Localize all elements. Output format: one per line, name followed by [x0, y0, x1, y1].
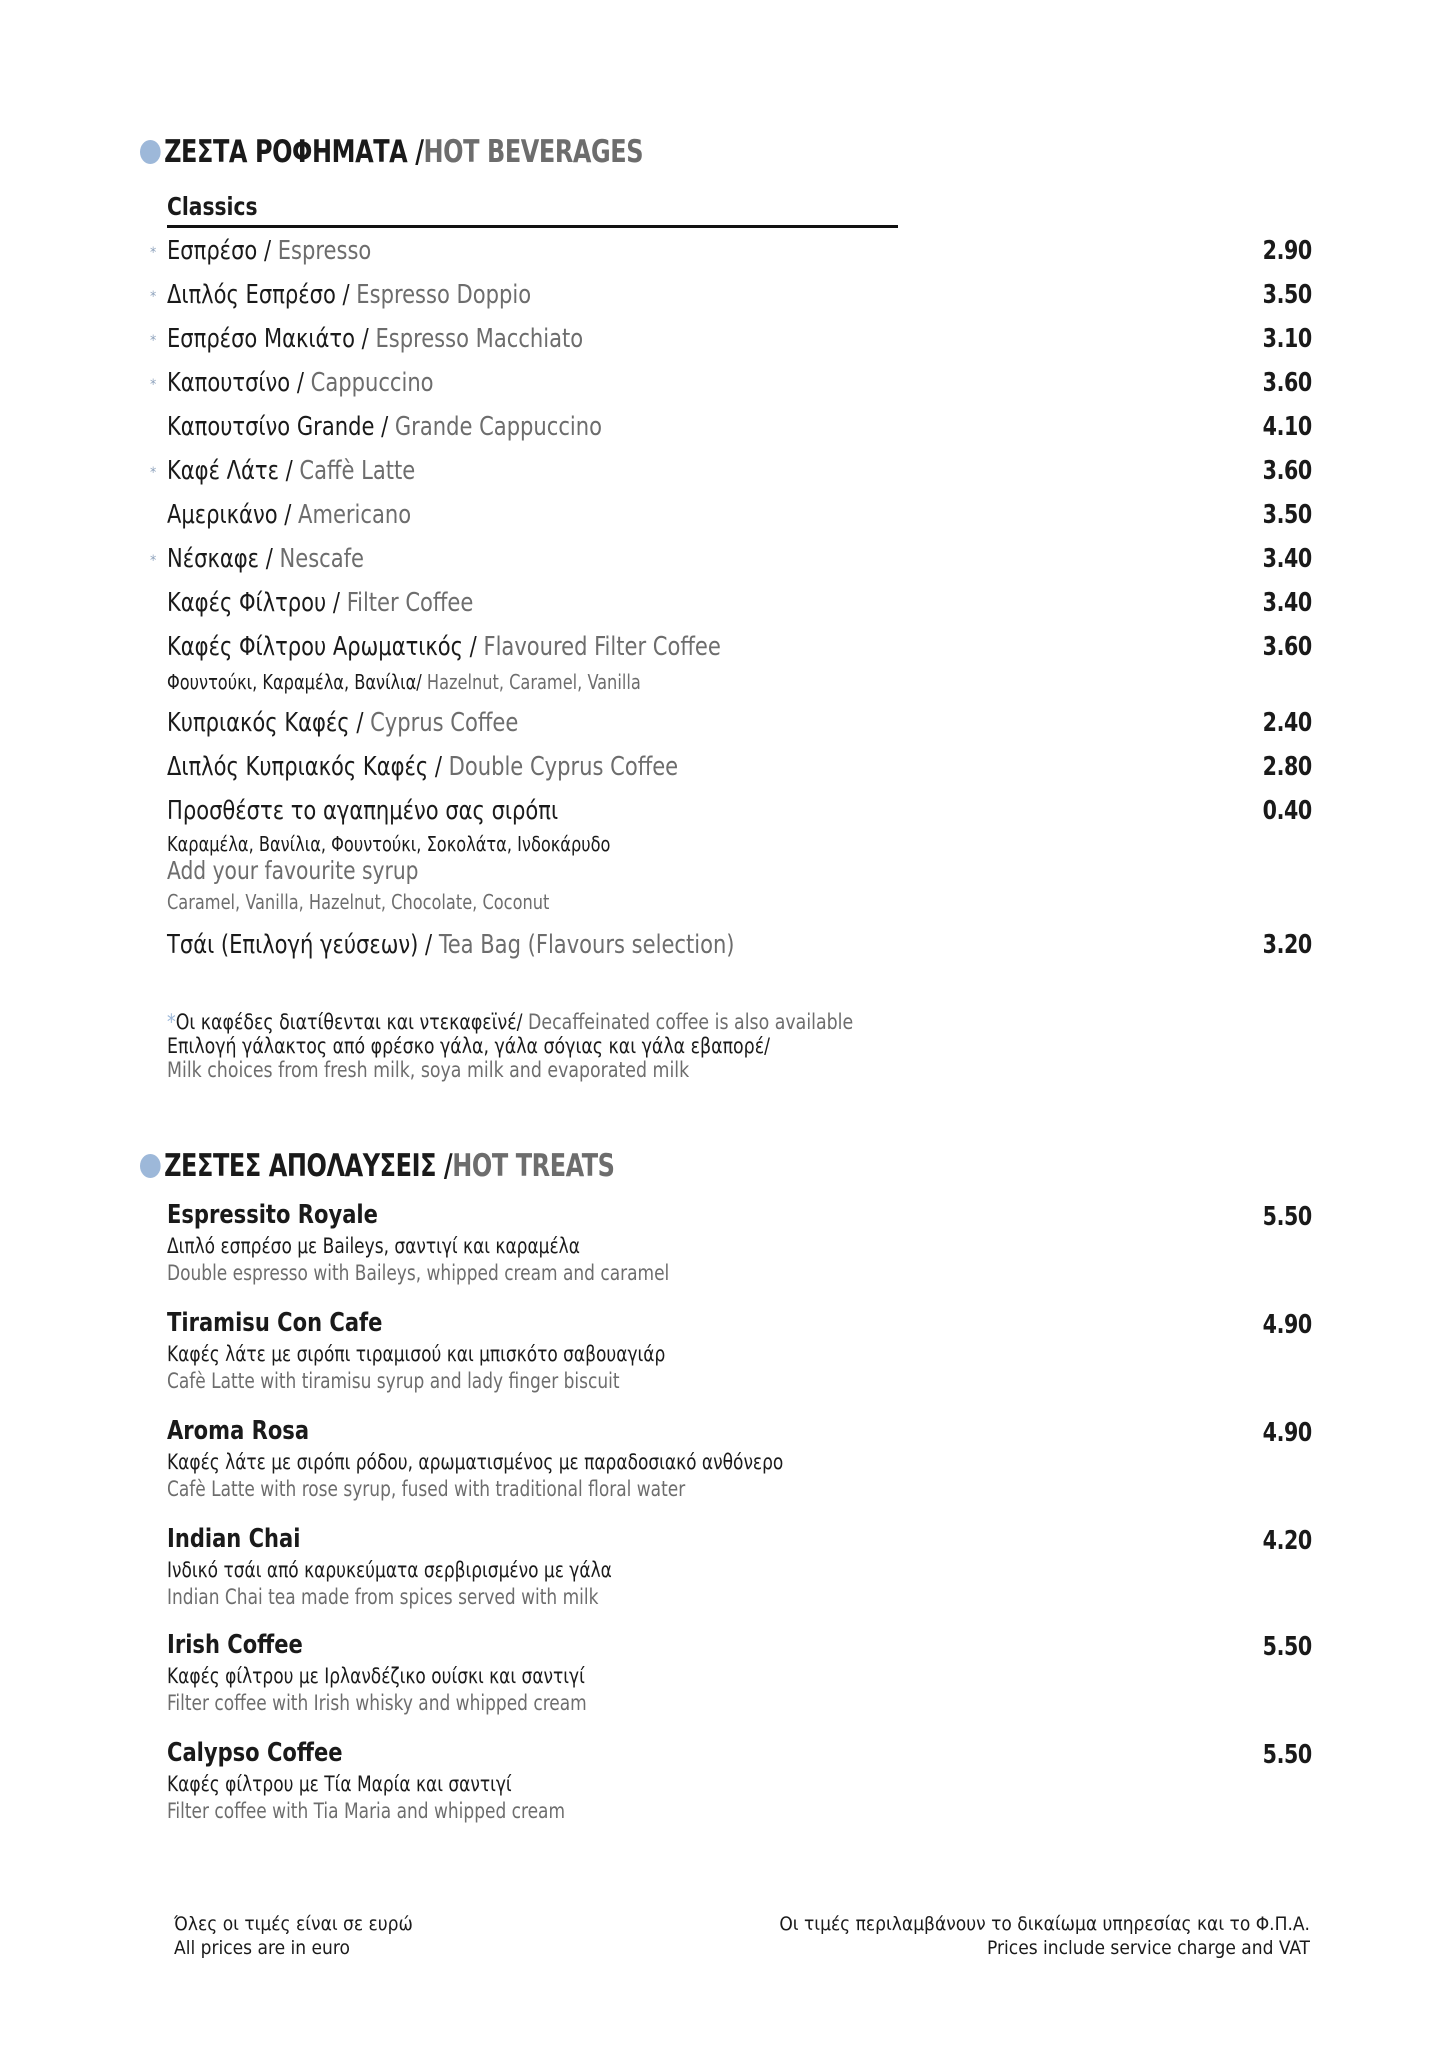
item-price: 3.60 — [1262, 456, 1312, 486]
syrup-options-greek: Καραμέλα, Βανίλια, Φουντούκι, Σοκολάτα, Ινδοκάρυδο — [167, 832, 611, 856]
item-name-english: Grande Cappuccino — [394, 412, 602, 442]
asterisk-icon: * — [150, 333, 157, 349]
item-name-greek: Διπλός Κυπριακός Καφές / — [167, 752, 449, 782]
item-price: 4.90 — [1262, 1310, 1312, 1340]
treat-description-english: Cafè Latte with tiramisu syrup and lady finger biscuit — [167, 1369, 620, 1393]
footer-service-note — [779, 1912, 1310, 1960]
footer-currency-note — [174, 1912, 413, 1960]
item-name-greek: Καφές Φίλτρου Αρωματικός / — [167, 632, 484, 662]
treat-item-irish-coffee — [167, 1630, 1312, 1730]
item-name-english: Espresso — [277, 236, 372, 266]
menu-item-espresso-doppio — [150, 280, 1312, 320]
item-name-greek: Προσθέστε το αγαπημένο σας σιρόπι — [167, 796, 559, 826]
item-price: 5.50 — [1262, 1740, 1312, 1770]
treat-name: Irish Coffee — [167, 1630, 303, 1660]
menu-item-flavoured-filter-coffee — [150, 632, 1312, 702]
asterisk-icon: * — [150, 377, 157, 393]
menu-item-double-cyprus-coffee — [150, 752, 1312, 792]
section-title-english: HOT TREATS — [452, 1148, 615, 1184]
milk-note-greek: Επιλογή γάλακτος από φρέσκο γάλα, γάλα σόγιας και γάλα εβαπορέ/ — [167, 1034, 770, 1058]
item-price: 0.40 — [1262, 796, 1312, 826]
milk-note-english: Milk choices from fresh milk, soya milk and evaporated milk — [167, 1058, 690, 1082]
item-price: 3.40 — [1262, 588, 1312, 618]
subheading-divider — [167, 225, 898, 228]
asterisk-icon: * — [150, 553, 157, 569]
menu-item-add-syrup — [150, 796, 1312, 926]
item-price: 5.50 — [1262, 1632, 1312, 1662]
item-price: 4.20 — [1262, 1526, 1312, 1556]
menu-item-caffe-latte — [150, 456, 1312, 496]
menu-item-cappuccino — [150, 368, 1312, 408]
decaf-note — [167, 1010, 853, 1034]
decaf-note-english: Decaffeinated coffee is also available — [528, 1010, 854, 1034]
item-name-english: Nescafe — [279, 544, 365, 574]
treat-description-greek: Διπλό εσπρέσο με Baileys, σαντιγί και καραμέλα — [167, 1234, 580, 1258]
menu-item-americano — [150, 500, 1312, 540]
item-name-greek: Εσπρέσο Μακιάτο / — [167, 324, 376, 354]
treat-name: Indian Chai — [167, 1524, 301, 1554]
treat-description-english: Filter coffee with Irish whisky and whipped cream — [167, 1691, 587, 1715]
item-price: 4.10 — [1262, 412, 1312, 442]
item-price: 2.40 — [1262, 708, 1312, 738]
item-name-english: Filter Coffee — [346, 588, 474, 618]
section-title-hot-beverages — [140, 134, 643, 170]
decaf-note-greek: Οι καφέδες διατίθενται και ντεκαφεϊνέ/ — [175, 1010, 529, 1034]
syrup-title-english: Add your favourite syrup — [167, 856, 419, 885]
item-price: 4.90 — [1262, 1418, 1312, 1448]
menu-item-cyprus-coffee — [150, 708, 1312, 748]
menu-item-grande-cappuccino — [150, 412, 1312, 452]
flavour-options-english: Hazelnut, Caramel, Vanilla — [426, 670, 641, 694]
menu-item-espresso-macchiato — [150, 324, 1312, 364]
item-name-greek: Διπλός Εσπρέσο / — [167, 280, 357, 310]
item-name-greek: Καπουτσίνο / — [167, 368, 311, 398]
item-name-english: Tea Bag (Flavours selection) — [438, 930, 735, 960]
item-price: 2.80 — [1262, 752, 1312, 782]
treat-name: Calypso Coffee — [167, 1738, 343, 1768]
item-name-greek: Καφές Φίλτρου / — [167, 588, 347, 618]
item-name-english: Cyprus Coffee — [370, 708, 519, 738]
item-price: 5.50 — [1262, 1202, 1312, 1232]
treat-name: Espressito Royale — [167, 1200, 378, 1230]
treat-item-indian-chai — [167, 1524, 1312, 1624]
treat-description-greek: Καφές λάτε με σιρόπι τιραμισού και μπισκότο σαβουαγιάρ — [167, 1342, 666, 1366]
treat-item-calypso-coffee — [167, 1738, 1312, 1838]
item-name-english: Espresso Macchiato — [375, 324, 584, 354]
syrup-options-english: Caramel, Vanilla, Hazelnut, Chocolate, Coconut — [167, 890, 550, 914]
item-price: 3.60 — [1262, 368, 1312, 398]
item-name-greek: Καφέ Λάτε / — [167, 456, 300, 486]
section-title-english: HOT BEVERAGES — [423, 134, 644, 170]
treat-description-greek: Καφές φίλτρου με Ιρλανδέζικο ουίσκι και σαντιγί — [167, 1664, 585, 1688]
footer-service-english: Prices include service charge and VAT — [987, 1937, 1310, 1959]
treat-description-greek: Καφές φίλτρου με Τία Μαρία και σαντιγί — [167, 1772, 512, 1796]
item-price: 3.50 — [1262, 500, 1312, 530]
treat-description-english: Filter coffee with Tia Maria and whipped cream — [167, 1799, 566, 1823]
item-price: 3.10 — [1262, 324, 1312, 354]
item-name-greek: Τσάι (Επιλογή γεύσεων) / — [167, 930, 439, 960]
asterisk-icon: * — [150, 245, 157, 261]
item-price: 3.50 — [1262, 280, 1312, 310]
asterisk-icon: * — [150, 289, 157, 305]
item-name-english: Americano — [298, 500, 412, 530]
subheading-classics: Classics — [167, 192, 258, 221]
footer-service-greek: Οι τιμές περιλαμβάνουν το δικαίωμα υπηρεσίας και το Φ.Π.Α. — [779, 1913, 1310, 1935]
footer-currency-english: All prices are in euro — [174, 1937, 350, 1959]
menu-item-espresso — [150, 236, 1312, 276]
item-name-english: Cappuccino — [310, 368, 434, 398]
item-name-greek: Κυπριακός Καφές / — [167, 708, 371, 738]
item-name-english: Caffè Latte — [299, 456, 416, 486]
asterisk-icon: * — [150, 465, 157, 481]
item-price: 3.60 — [1262, 632, 1312, 662]
flavour-options-greek: Φουντούκι, Καραμέλα, Βανίλια/ — [167, 670, 427, 694]
treat-item-tiramisu-con-cafe — [167, 1308, 1312, 1408]
circle-bullet-icon — [140, 1154, 161, 1178]
section-title-greek: ΖΕΣΤΕΣ ΑΠΟΛΑΥΣΕΙΣ / — [164, 1148, 453, 1184]
circle-bullet-icon — [140, 140, 161, 164]
treat-description-english: Double espresso with Baileys, whipped cream and caramel — [167, 1261, 670, 1285]
item-name-greek: Καπουτσίνο Grande / — [167, 412, 395, 442]
section-title-hot-treats — [140, 1148, 615, 1184]
asterisk-icon: * — [167, 1010, 176, 1034]
treat-description-greek: Καφές λάτε με σιρόπι ρόδου, αρωματισμένος με παραδοσιακό ανθόνερο — [167, 1450, 784, 1474]
treat-description-greek: Ινδικό τσάι από καρυκεύματα σερβιρισμένο με γάλα — [167, 1558, 612, 1582]
treat-description-english: Indian Chai tea made from spices served with milk — [167, 1585, 599, 1609]
item-name-greek: Νέσκαφε / — [167, 544, 280, 574]
item-name-english: Double Cyprus Coffee — [448, 752, 679, 782]
treat-name: Tiramisu Con Cafe — [167, 1308, 383, 1338]
item-name-english: Flavoured Filter Coffee — [483, 632, 721, 662]
treat-item-aroma-rosa — [167, 1416, 1312, 1516]
menu-item-nescafe — [150, 544, 1312, 584]
menu-item-filter-coffee — [150, 588, 1312, 628]
item-name-english: Espresso Doppio — [356, 280, 532, 310]
item-price: 3.20 — [1262, 930, 1312, 960]
treat-name: Aroma Rosa — [167, 1416, 310, 1446]
footer-currency-greek: Όλες οι τιμές είναι σε ευρώ — [174, 1913, 413, 1935]
section-title-greek: ΖΕΣΤΑ ΡΟΦΗΜΑΤΑ / — [164, 134, 424, 170]
treat-description-english: Cafè Latte with rose syrup, fused with traditional floral water — [167, 1477, 686, 1501]
item-name-greek: Αμερικάνο / — [167, 500, 299, 530]
item-price: 3.40 — [1262, 544, 1312, 574]
item-price: 2.90 — [1262, 236, 1312, 266]
treat-item-espressito-royale — [167, 1200, 1312, 1300]
item-name-greek: Εσπρέσο / — [167, 236, 278, 266]
menu-item-tea-bag — [150, 930, 1312, 970]
